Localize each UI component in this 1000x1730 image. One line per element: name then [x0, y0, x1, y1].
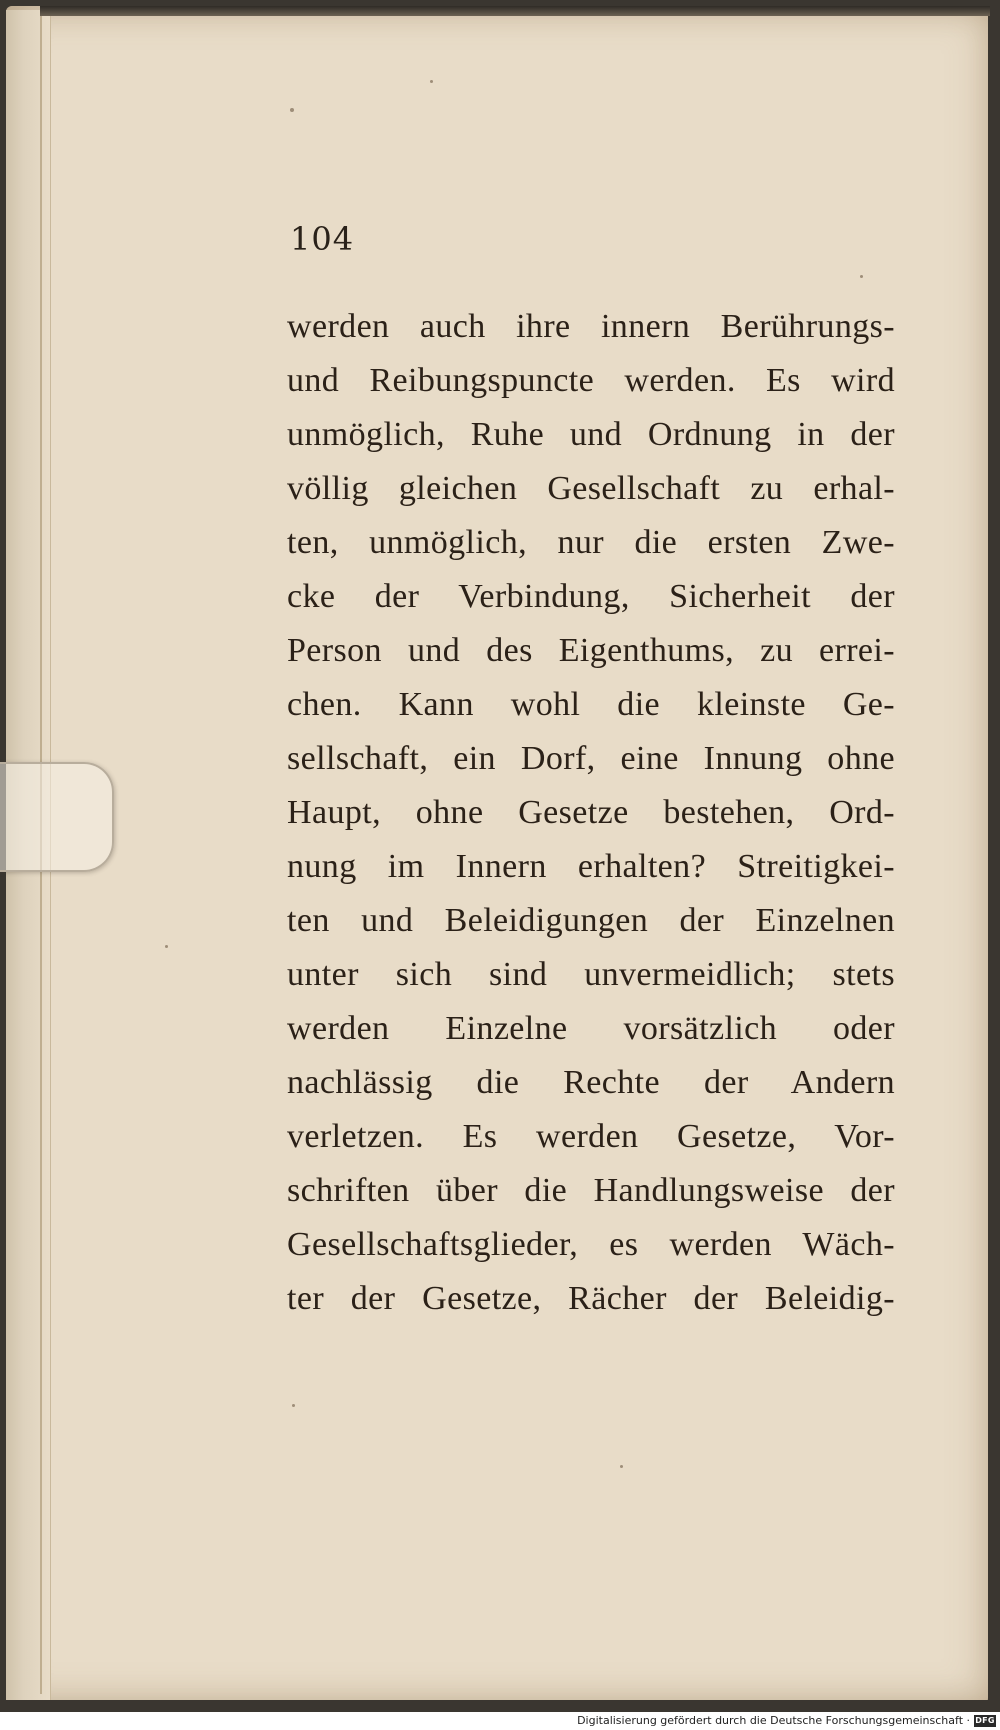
text-line: werden Einzelne vorsätzlich oder	[287, 1010, 895, 1047]
paper-speck	[860, 275, 863, 278]
paper-speck	[620, 1465, 623, 1468]
footer-bar	[0, 1712, 1000, 1730]
text-line: verletzen. Es werden Gesetze, Vor-	[287, 1118, 895, 1155]
text-line: ter der Gesetze, Rächer der Beleidig-	[287, 1280, 895, 1317]
body-text	[287, 300, 895, 1326]
paper-speck	[430, 80, 433, 83]
text-line: Person und des Eigenthums, zu errei-	[287, 632, 895, 669]
text-line: sellschaft, ein Dorf, eine Innung ohne	[287, 740, 895, 777]
footer-credit: Digitalisierung gefördert durch die Deutsche Forschungsgemeinschaft ·	[577, 1714, 970, 1727]
dfg-logo-icon: DFG	[975, 1716, 995, 1725]
text-line: schriften über die Handlungsweise der	[287, 1172, 895, 1209]
text-line: völlig gleichen Gesellschaft zu erhal-	[287, 470, 895, 507]
bottom-edge	[6, 1700, 988, 1712]
bookmark-clip	[0, 762, 114, 872]
paper-speck	[292, 1404, 295, 1407]
text-line: Haupt, ohne Gesetze bestehen, Ord-	[287, 794, 895, 831]
paper-speck	[290, 108, 294, 112]
text-line: und Reibungspuncte werden. Es wird	[287, 362, 895, 399]
text-line: unter sich sind unvermeidlich; stets	[287, 956, 895, 993]
paper-speck	[165, 945, 168, 948]
text-line: chen. Kann wohl die kleinste Ge-	[287, 686, 895, 723]
text-line: nung im Innern erhalten? Streitigkei-	[287, 848, 895, 885]
page-number: 104	[290, 220, 355, 258]
text-line: unmöglich, Ruhe und Ordnung in der	[287, 416, 895, 453]
text-line: nachlässig die Rechte der Andern	[287, 1064, 895, 1101]
top-edge	[40, 6, 990, 16]
text-line: ten, unmöglich, nur die ersten Zwe-	[287, 524, 895, 561]
text-line: ten und Beleidigungen der Einzelnen	[287, 902, 895, 939]
text-line: werden auch ihre innern Berührungs-	[287, 308, 895, 345]
text-line: Gesellschaftsglieder, es werden Wäch-	[287, 1226, 895, 1263]
text-line: cke der Verbindung, Sicherheit der	[287, 578, 895, 615]
